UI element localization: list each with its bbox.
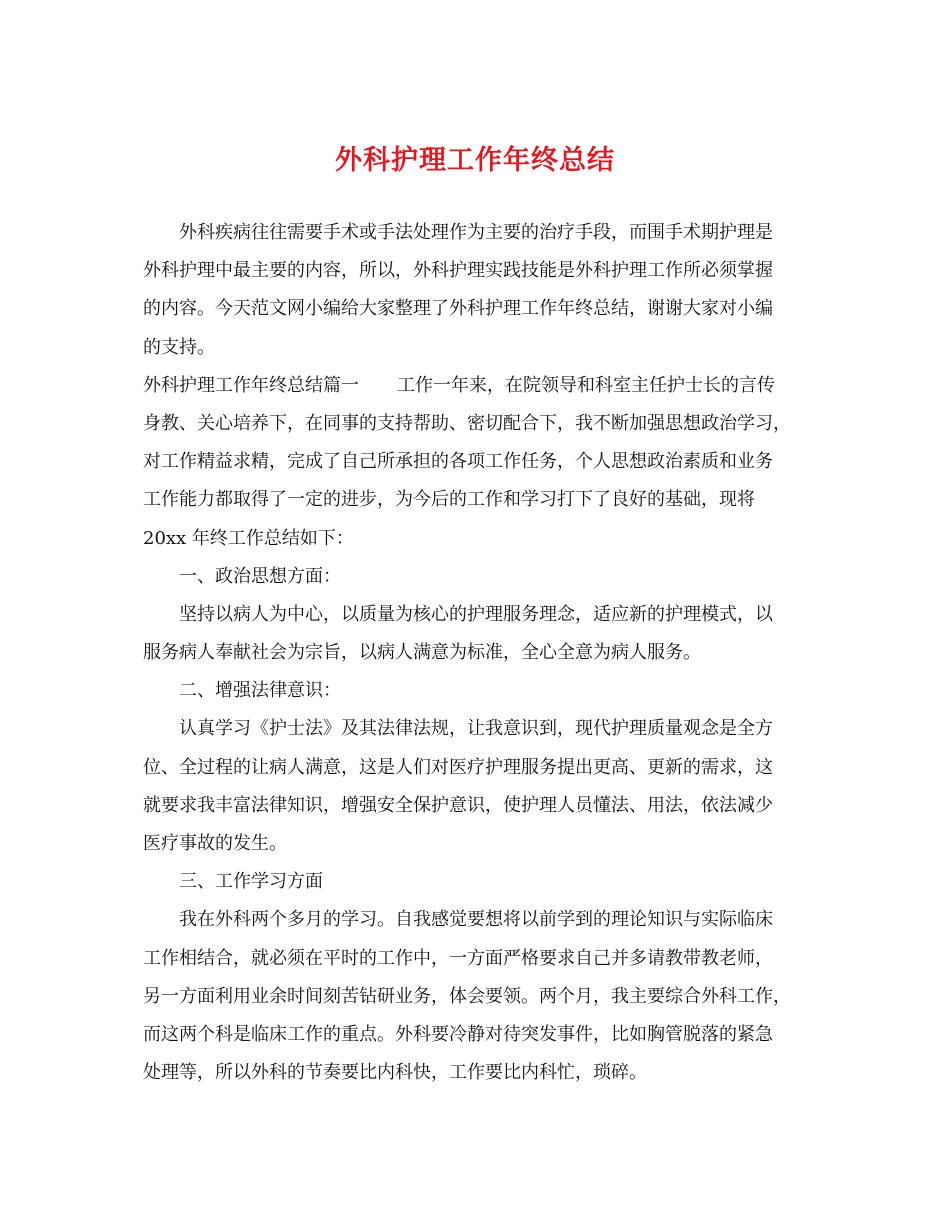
paragraph-line: 对工作精益求精，完成了自己所承担的各项工作任务，个人思想政治素质和业务 [143,451,773,473]
paragraph-line: 工作能力都取得了一定的进步，为今后的工作和学习打下了良好的基础，现将 [143,489,755,511]
paragraph-line: 而这两个科是临床工作的重点。外科要冷静对待突发事件，比如胸管脱落的紧急 [143,1023,773,1045]
section-heading-line [143,367,808,405]
paragraph-line: 20xx 年终工作总结如下： [143,527,354,549]
paragraph-line: 外科护理中最主要的内容，所以，外科护理实践技能是外科护理工作所必须掌握 [143,260,773,282]
paragraph-line: 我在外科两个多月的学习。自我感觉要想将以前学到的理论知识与实际临床 [179,909,773,931]
subheading: 一、政治思想方面： [179,565,341,587]
paragraph-line: 工作相结合，就必须在平时的工作中，一方面严格要求自己并多请教带教老师， [143,947,773,969]
paragraph-line: 服务病人奉献社会为宗旨，以病人满意为标准，全心全意为病人服务。 [143,642,701,664]
paragraph-line: 的支持。 [143,336,215,358]
document-title: 外科护理工作年终总结 [335,145,615,176]
paragraph-line: 工作一年来，在院领导和科室主任护士长的言传 [397,374,775,396]
paragraph-line: 就要求我丰富法律知识，增强安全保护意识，使护理人员懂法、用法，依法减少 [143,794,773,816]
paragraph-line: 坚持以病人为中心，以质量为核心的护理服务理念，适应新的护理模式，以 [179,603,773,625]
section-heading: 外科护理工作年终总结篇一 [143,374,359,396]
paragraph-line: 位、全过程的让病人满意，这是人们对医疗护理服务提出更高、更新的需求，这 [143,756,773,778]
paragraph-line: 身教、关心培养下，在同事的支持帮助、密切配合下，我不断加强思想政治学习， [143,412,791,434]
paragraph-line: 另一方面利用业余时间刻苦钻研业务，体会要领。两个月，我主要综合外科工作， [143,985,791,1007]
paragraph-line: 的内容。今天范文网小编给大家整理了外科护理工作年终总结，谢谢大家对小编 [143,298,773,320]
paragraph-line: 医疗事故的发生。 [143,833,287,854]
paragraph-line: 外科疾病往往需要手术或手法处理作为主要的治疗手段，而围手术期护理是 [179,222,773,243]
paragraph-line: 处理等，所以外科的节奏要比内科快，工作要比内科忙，琐碎。 [143,1062,647,1084]
subheading: 二、增强法律意识： [179,680,341,702]
document-body [143,214,808,1092]
paragraph-line: 认真学习《护士法》及其法律法规，让我意识到，现代护理质量观念是全方 [179,718,773,740]
subheading: 三、工作学习方面 [179,871,323,893]
